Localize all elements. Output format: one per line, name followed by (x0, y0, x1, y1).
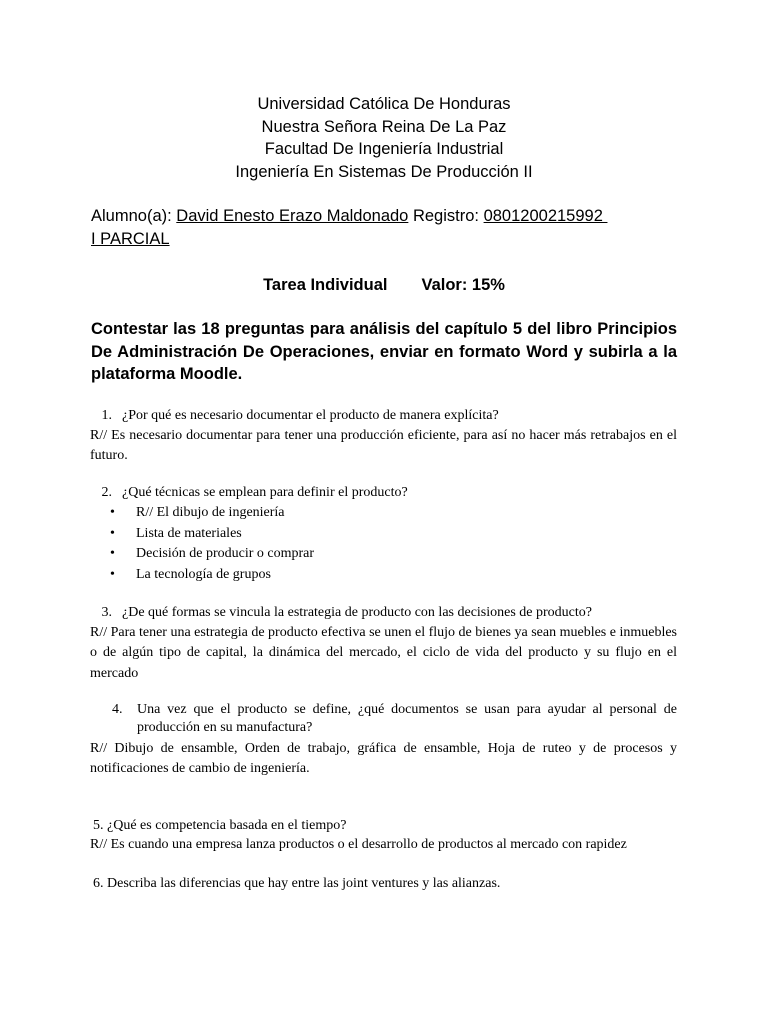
task-title: Tarea Individual (263, 276, 388, 294)
answer-1: R// Es necesario documentar para tener una producción eficiente, para así no hacer más retrabajos en el futuro. (90, 428, 677, 464)
task-instructions: Contestar las 18 preguntas para análisis del capítulo 5 del libro Principios De Administración De Operaciones, enviar en formato Word y subirla a la plataforma Moodle. (91, 320, 677, 383)
question-number: 1. (101, 408, 112, 423)
question-text: ¿De qué formas se vincula la estrategia de producto con las decisiones de producto? (122, 605, 592, 620)
question-1 (90, 406, 499, 426)
question-number: 4. (112, 702, 123, 717)
answer-2-list (110, 503, 314, 585)
question-number: 6. (93, 876, 104, 891)
question-text: ¿Qué es competencia basada en el tiempo? (107, 818, 347, 833)
list-item: • La tecnología de grupos (110, 565, 314, 586)
task-heading (0, 274, 768, 296)
list-item: • R// El dibujo de ingeniería (110, 503, 314, 524)
question-6 (93, 874, 500, 894)
question-number: 3. (101, 605, 112, 620)
course-name: Ingeniería En Sistemas De Producción II (235, 162, 533, 181)
registro-label: Registro: (412, 207, 479, 225)
faculty-name: Facultad De Ingeniería Industrial (264, 140, 504, 158)
question-3 (90, 603, 592, 623)
list-item: • Decisión de producir o comprar (110, 544, 314, 565)
parcial-label: I PARCIAL (91, 230, 170, 248)
registro-value: 0801200215992 (483, 207, 608, 225)
question-text: Describa las diferencias que hay entre las joint ventures y las alianzas. (107, 876, 501, 891)
question-2 (90, 483, 408, 503)
university-name: Universidad Católica De Honduras (257, 95, 511, 113)
student-info (91, 205, 607, 251)
answer-5: R// Es cuando una empresa lanza productos o el desarrollo de productos al mercado con rapidez (90, 837, 627, 852)
list-item: • Lista de materiales (110, 524, 314, 545)
answer-4: R// Dibujo de ensamble, Orden de trabajo, gráfica de ensamble, Hoja de ruteo y de procesos y notificaciones de cambio de ingeniería. (90, 741, 677, 777)
question-number: 5. (93, 818, 104, 833)
question-text: Una vez que el producto se define, ¿qué documentos se usan para ayudar al personal de producción en su manufactura? (137, 702, 677, 735)
answer-3: R// Para tener una estrategia de producto efectiva se unen el flujo de bienes ya sean muebles e inmuebles o de algún tipo de capital, la dinámica del mercado, el ciclo de vida del producto y su flujo en el mercado (90, 625, 678, 681)
question-text: ¿Qué técnicas se emplean para definir el producto? (122, 485, 408, 500)
alumno-label: Alumno(a): (91, 207, 172, 225)
question-text: ¿Por qué es necesario documentar el producto de manera explícita? (122, 408, 499, 423)
question-number: 2. (101, 485, 112, 500)
task-value: Valor: 15% (421, 276, 505, 294)
question-5 (93, 816, 346, 836)
university-subtitle: Nuestra Señora Reina De La Paz (261, 117, 507, 136)
alumno-name: David Enesto Erazo Maldonado (176, 207, 409, 225)
document-header (0, 93, 768, 183)
question-4 (112, 701, 677, 737)
